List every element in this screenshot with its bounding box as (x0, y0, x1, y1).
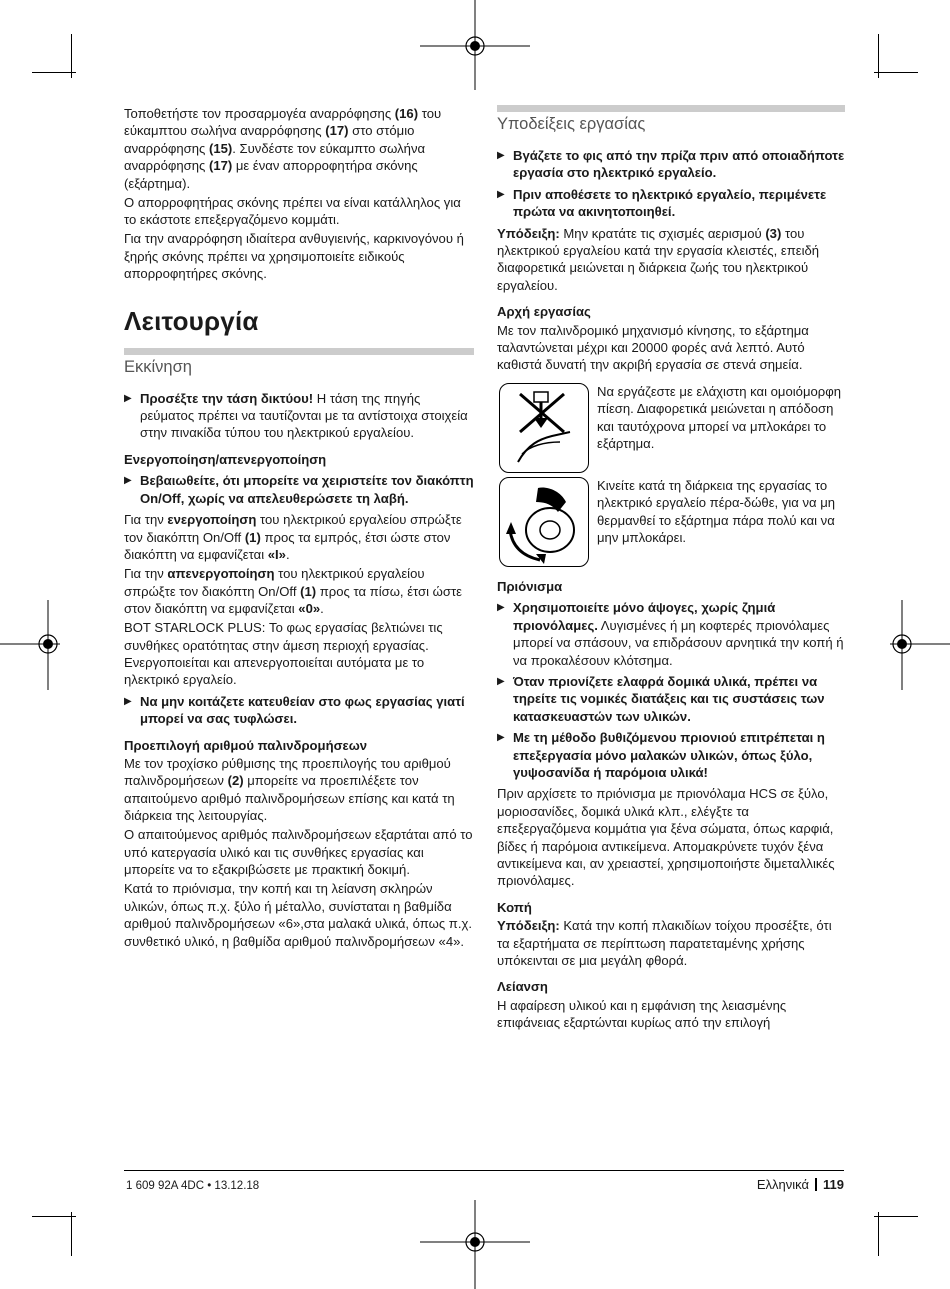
usage-icons (497, 383, 845, 569)
footer-doc-code: 1 609 92A 4DC • 13.12.18 (126, 1180, 260, 1192)
triangle-bullet-icon: ▶ (124, 392, 132, 404)
triangle-bullet-icon: ▶ (497, 150, 505, 161)
switch-off-paragraph: Για την απενεργοποίηση του ηλεκτρικού εργαλείου σπρώξτε τον διακόπτη On/Off (1) προς τα πίσω, έτσι ώστε στον διακόπτη να εμφανίζεται «0». (124, 566, 462, 616)
registration-mark-icon (0, 600, 60, 690)
sanding-paragraph: Η αφαίρεση υλικού και η εμφάνιση της λειασμένης επιφάνειας εξαρτώνται κυρίως από την επιλογή (497, 997, 787, 1031)
move-back-forth-icon (499, 477, 589, 567)
bullet-unplug: ▶ Βγάζετε το φις από την πρίζα πριν από οποιαδήποτε εργασία στο ηλεκτρικό εργαλείο. (497, 148, 845, 181)
triangle-bullet-icon: ▶ (124, 695, 132, 707)
move-tool-text: Κινείτε κατά τη διάρκεια της εργασίας το ηλεκτρικό εργαλείο πέρα-δώθε, για να μη θερμανθεί το εξάρτημα πάρα πολύ και να μην μπλοκάρει. (597, 477, 836, 546)
triangle-bullet-icon: ▶ (124, 475, 132, 487)
footer-language: Ελληνικά (756, 1177, 810, 1192)
registration-mark-icon (890, 600, 950, 690)
foreign-objects-paragraph: Πριν αρχίσετε το πριόνισμα με πριονόλαμα HCS σε ξύλο, μοριοσανίδες, δομικά υλικά κλπ., ελέγξτε τα επεξεργαζόμενα κομμάτια για ξένα σώματα, όπως καρφιά, βίδες ή παρόμοια αντικείμενα. Απομακρύνετε τυχόν ξένα αντικείμενα και, αν χρειαστεί, χρησιμοποιήστε διμεταλλικές πριονόλαμες. (497, 786, 835, 889)
cutting-note-paragraph: Υπόδειξη: Κατά την κοπή πλακιδίων τοίχου προσέξτε, ότι τα εξαρτήματα σε περίπτωση παρατεταμένης χρήσης υπόκεινται σε μια μεγάλη φθορά. (497, 918, 832, 968)
heading-principle: Αρχή εργασίας (497, 304, 591, 320)
no-pressure-icon (499, 383, 589, 473)
switch-on-paragraph: Για την ενεργοποίηση του ηλεκτρικού εργαλείου σπρώξτε τον διακόπτη On/Off (1) προς τα εμπρός, έτσι ώστε στον διακόπτη να εμφανίζεται «I». (124, 512, 462, 562)
subsection-title-tips: Υποδείξεις εργασίας (497, 105, 845, 134)
heading-sanding: Λείανση (497, 979, 548, 995)
light-pressure-text: Να εργάζεστε με ελάχιστη και ομοιόμορφη πίεση. Διαφορετικά μειώνεται η απόδοση και ταυτόχρονα μπορεί να μπλοκάρει το εξάρτημα. (597, 383, 841, 452)
footer-separator (815, 1178, 817, 1191)
heading-onoff: Ενεργοποίηση/απενεργοποίηση (124, 451, 327, 467)
triangle-bullet-icon: ▶ (497, 602, 505, 614)
work-light-paragraph: BOT STARLOCK PLUS: Το φως εργασίας βελτιώνει τις συνθήκες ορατότητας στην άμεση περιοχή εργασίας. Ενεργοποιείται και απενεργοποιείται αυτόματα με το ηλεκτρικό εργαλείο. (124, 620, 443, 688)
intro-paragraph: Τοποθετήστε τον προσαρμογέα αναρρόφησης (16) του εύκαμπτου σωλήνα αναρρόφησης (17) στο στόμιο αναρρόφησης (15). Συνδέστε τον εύκαμπτο σωλήνα αναρρόφησης (17) με έναν απορροφητήρα σκόνης (εξάρτημα). (124, 106, 442, 191)
triangle-bullet-icon: ▶ (497, 188, 505, 200)
stroke-rate-paragraph: Ο απαιτούμενος αριθμός παλινδρομήσεων εξαρτάται από το υπό κατεργασία υλικό και τις συνθήκες εργασίας και μπορείτε να το εξακριβώσετε με πρακτική δοκιμή. (124, 827, 473, 878)
material-rate-paragraph: Κατά το πριόνισμα, την κοπή και τη λείανση σκληρών υλικών, όπως π.χ. ξύλο ή μέταλλο, συνίσταται η βαθμίδα αριθμού παλινδρομήσεων «6»,στα μαλακά υλικά, όπως π.χ. συνθετικό υλικό, η βαθμίδα αριθμού παλινδρομήσεων «4». (124, 881, 472, 949)
section-title-operation: Λειτουργία (124, 305, 259, 336)
bullet-switch: ▶ Βεβαιωθείτε, ότι μπορείτε να χειριστείτε τον διακόπτη On/Off, χωρίς να απελευθερώσετε τη λαβή. (124, 473, 474, 506)
special-dust-paragraph: Για την αναρρόφηση ιδιαίτερα ανθυγιεινής, καρκινογόνου ή ξηρής σκόνης πρέπει να χρησιμοποιείτε ειδικούς απορροφητήρες σκόνης. (124, 231, 464, 282)
right-column (497, 105, 845, 1033)
page-number: 119 (823, 1177, 844, 1192)
footer-page-info (738, 1177, 844, 1192)
bullet-voltage: ▶ Προσέξτε την τάση δικτύου! Η τάση της πηγής ρεύματος πρέπει να ταυτίζονται με τα αντίστοιχα στοιχεία στην πινακίδα τύπου του ηλεκτρικού εργαλείου. (124, 390, 468, 441)
heading-cutting: Κοπή (497, 899, 532, 915)
dust-extractor-paragraph: Ο απορροφητήρας σκόνης πρέπει να είναι κατάλληλος για το εκάστοτε επεξεργαζόμενο κομμάτι. (124, 194, 461, 228)
registration-mark-icon (420, 0, 530, 90)
registration-mark-icon (420, 1200, 530, 1289)
bullet-blades: ▶ Χρησιμοποιείτε μόνο άψογες, χωρίς ζημιά πριονόλαμες. Λυγισμένες ή μη κοφτερές πριονόλαμες μπορεί να σπάσουν, να επιδράσουν αρνητικά την κοπή ή να προκαλέσουν κλότσημα. (497, 600, 844, 668)
bullet-plunge-cut: ▶ Με τη μέθοδο βυθιζόμενου πριονιού επιτρέπεται η επεξεργασία μόνο μαλακών υλικών, όπως ξύλο, γυψοσανίδα ή παρόμοια υλικά! (497, 730, 825, 780)
left-column (124, 105, 474, 952)
triangle-bullet-icon: ▶ (497, 675, 505, 687)
principle-paragraph: Με τον παλινδρομικό μηχανισμό κίνησης, το εξάρτημα ταλαντώνεται μέχρι και 20000 φορές ανά λεπτό. Αυτό καθιστά δυνατή την ακριβή εργασία σε στενά σημεία. (497, 322, 809, 373)
subsection-title-start: Εκκίνηση (124, 348, 474, 377)
heading-preselection: Προεπιλογή αριθμού παλινδρομήσεων (124, 737, 368, 753)
heading-sawing: Πριόνισμα (497, 578, 563, 594)
triangle-bullet-icon: ▶ (497, 732, 505, 744)
vent-note-paragraph: Υπόδειξη: Μην κρατάτε τις σχισμές αερισμού (3) του ηλεκτρικού εργαλείου κατά την εργασία κλειστές, επειδή διαφορετικά μειώνεται η διάρκεια ζωής του ηλεκτρικού εργαλείου. (497, 225, 820, 293)
bullet-wait-standstill: ▶ Πριν αποθέσετε το ηλεκτρικό εργαλείο, περιμένετε πρώτα να ακινητοποιηθεί. (497, 186, 827, 220)
preselection-paragraph: Με τον τροχίσκο ρύθμισης της προεπιλογής του αριθμού παλινδρομήσεων (2) μπορείτε να προεπιλέξετε τον απαιτούμενο αριθμό παλινδρομήσεων επίσης και κατά τη διάρκεια της λειτουργίας. (124, 755, 455, 824)
bullet-light-warning: ▶ Να μην κοιτάζετε κατευθείαν στο φως εργασίας γιατί μπορεί να σας τυφλώσει. (124, 693, 465, 727)
footer-rule (124, 1170, 844, 1171)
bullet-lightweight-materials: ▶ Όταν πριονίζετε ελαφρά δομικά υλικά, πρέπει να τηρείτε τις νομικές διατάξεις και τις συστάσεις των κατασκευαστών των υλικών. (497, 673, 825, 724)
